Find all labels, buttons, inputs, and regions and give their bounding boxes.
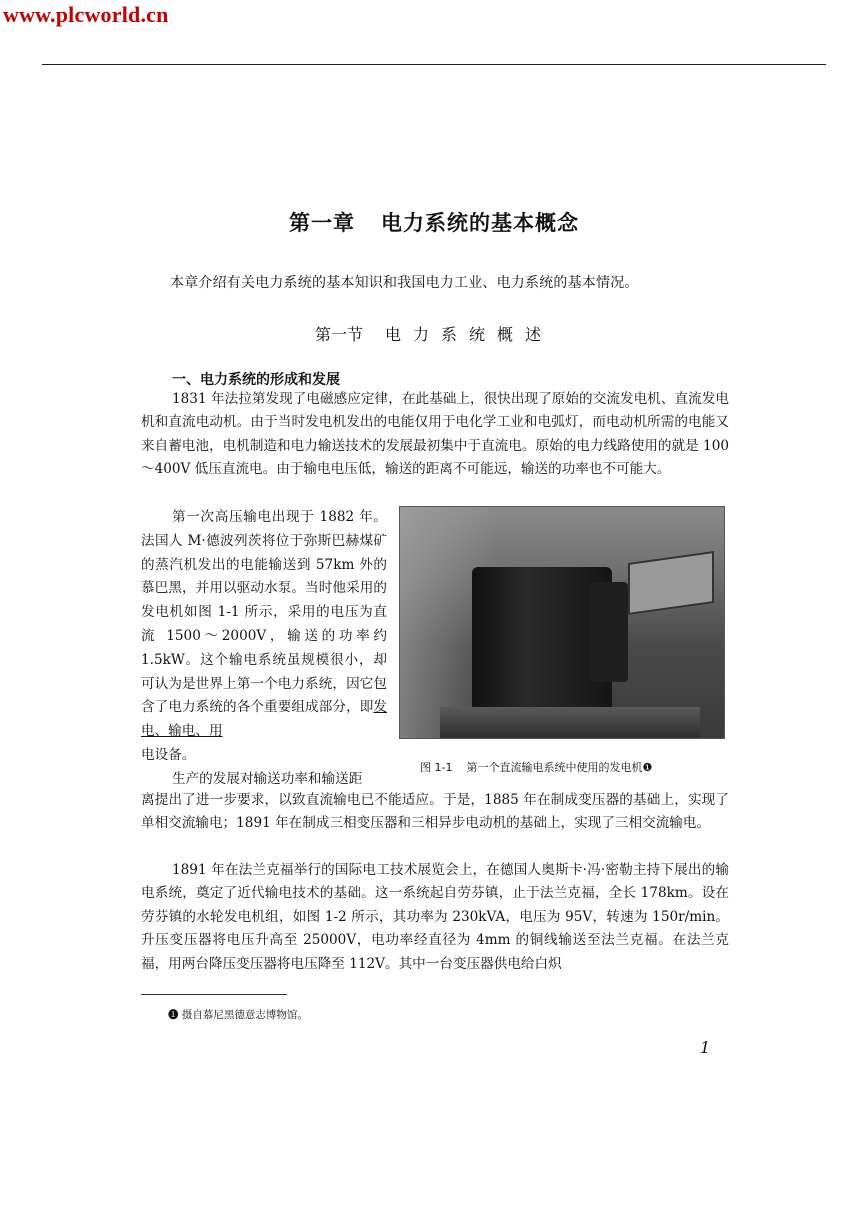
- paragraph-4: 1891 年在法兰克福举行的国际电工技术展览会上，在德国人奥斯卡·冯·密勒主持下展出的输电系统，奠定了近代输电技术的基础。这一系统起自劳芬镇，止于法兰克福，全长 178km。设在劳芬镇的水轮发电机组，如图 1-2 所示，其功率为 230kVA，电压为 95V，转速为 150r/min。升压变压器将电压升高至 25000V，电功率经直径为 4mm 的铜线输送至法兰克福。在法兰克福，用两台降压变压器将电压降至 112V。其中一台变压器供电给白炽: [141, 862, 729, 972]
- placard: [628, 551, 714, 615]
- paragraph-1: 1831 年法拉第发现了电磁感应定律，在此基础上，很快出现了原始的交流发电机、直流发电机和直流电动机。由于当时发电机发出的电能仅用于电化学工业和电弧灯，而电动机所需的电能又来自蓄电池，电机制造和电力输送技术的发展最初集中于直流电。原始的电力线路使用的就是 100～400V 低压直流电。由于输电电压低，输送的距离不可能远，输送的功率也不可能大。: [141, 391, 729, 478]
- generator-photo: [399, 506, 725, 739]
- footnote-rule: [141, 994, 287, 995]
- generator-part: [590, 582, 628, 682]
- chapter-name: 电力系统的基本概念: [381, 211, 579, 235]
- chapter-intro: 本章介绍有关电力系统的基本知识和我国电力工业、电力系统的基本情况。: [170, 275, 639, 291]
- paragraph-2-end: 电设备。: [141, 746, 196, 763]
- chapter-title: [0, 207, 868, 237]
- paragraph-2-underlined: 发电、输电、用: [141, 699, 387, 740]
- page-number: 1: [700, 1038, 711, 1057]
- header-rule: [42, 64, 826, 65]
- watermark-url[interactable]: www.plcworld.cn: [3, 2, 169, 27]
- figure-caption-text: 第一个直流输电系统中使用的发电机❶: [466, 761, 653, 774]
- left-column-text: [141, 506, 387, 792]
- footnote: ❶ 摄自慕尼黑德意志博物馆。: [168, 1009, 308, 1021]
- paragraph-3-start: 生产的发展对输送功率和输送距: [172, 770, 363, 787]
- figure-caption: [420, 759, 652, 775]
- generator-base: [440, 707, 700, 738]
- figure-label: 图 1-1: [420, 761, 453, 774]
- paragraph-3-continued: 离提出了进一步要求，以致直流输电已不能适应。于是，1885 年在制成变压器的基础上，实现了单相交流输电；1891 年在制成三相变压器和三相异步电动机的基础上，实现了三相交流输电。: [141, 792, 729, 832]
- chapter-number: 第一章: [289, 211, 355, 235]
- paragraph-2-text: 第一次高压输电出现于 1882 年。法国人 M·德波列茨将位于弥斯巴赫煤矿的蒸汽机发出的电能输送到 57km 外的慕巴黑，并用以驱动水泵。当时他采用的发电机如图 1-1 所示，采用的电压为直流 1500～2000V，输送的功率约 1.5kW。这个输电系统虽规模很小，却可认为是世界上第一个电力系统，因它包含了电力系统的各个重要组成部分，即: [141, 509, 387, 716]
- subheading: 一、电力系统的形成和发展: [172, 372, 340, 388]
- section-title: [0, 322, 868, 345]
- section-name: 电力系统概述: [385, 325, 554, 344]
- paragraph-2: [141, 506, 387, 768]
- section-number: 第一节: [314, 325, 363, 344]
